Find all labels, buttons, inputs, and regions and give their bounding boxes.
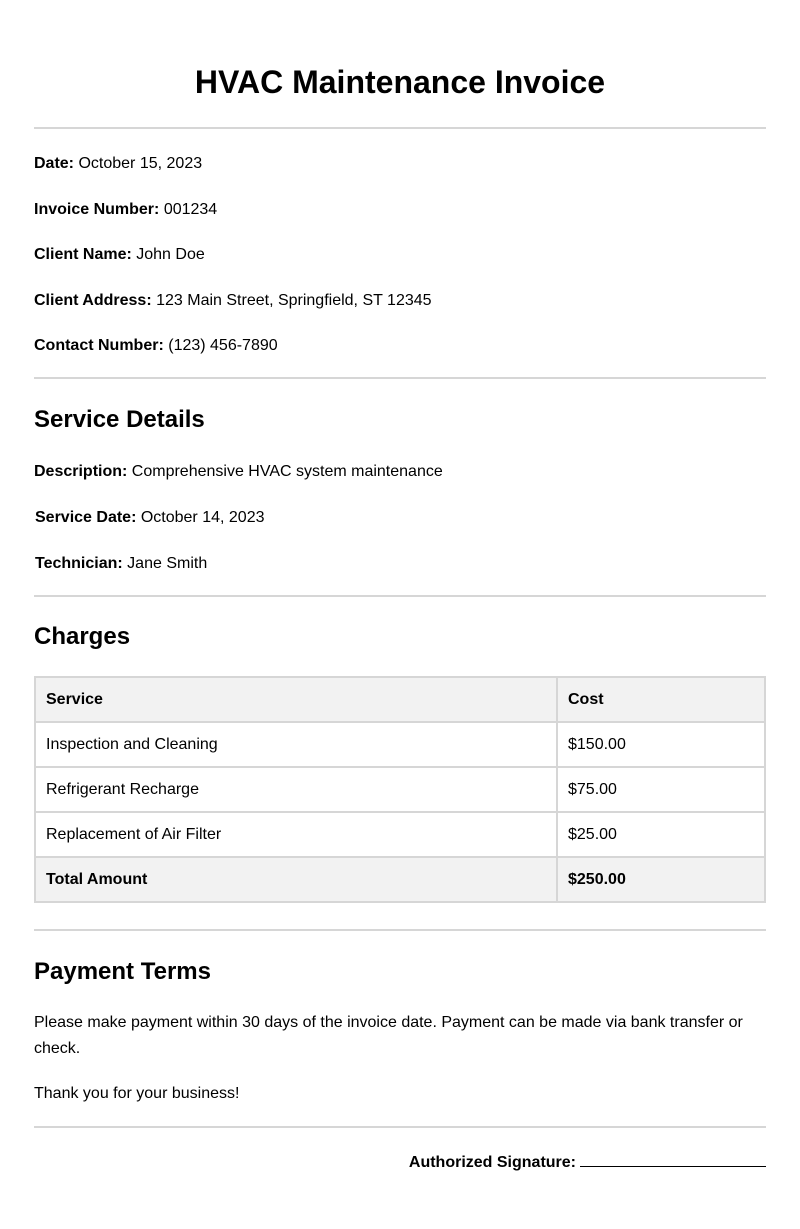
charges-table — [34, 676, 766, 903]
charges-heading: Charges — [34, 623, 131, 650]
field-value: 123 Main Street, Springfield, ST 12345 — [156, 292, 432, 309]
field-value: Jane Smith — [127, 555, 208, 572]
field-value: 001234 — [163, 201, 218, 218]
total-label: Total Amount — [35, 857, 557, 902]
table-row — [35, 812, 765, 857]
cost-cell: $75.00 — [557, 767, 765, 812]
contact-number — [34, 336, 278, 356]
field-label: Contact Number: — [34, 337, 164, 354]
total-cost: $250.00 — [557, 857, 765, 902]
field-label: Client Name: — [34, 246, 132, 263]
payment-terms-text: Please make payment within 30 days of the invoice date. Payment can be made via bank transfer or check. — [34, 1014, 743, 1057]
cost-cell: $150.00 — [557, 722, 765, 767]
table-row — [35, 767, 765, 812]
divider — [34, 1126, 766, 1128]
divider — [34, 127, 766, 129]
field-label: Invoice Number: — [34, 201, 160, 218]
field-label: Technician: — [35, 555, 123, 572]
cost-cell: $25.00 — [557, 812, 765, 857]
technician — [35, 554, 207, 574]
field-label: Date: — [34, 155, 75, 172]
column-header-service: Service — [35, 677, 557, 722]
field-value: John Doe — [136, 246, 205, 263]
divider — [34, 929, 766, 931]
thank-you-text: Thank you for your business! — [34, 1085, 240, 1102]
invoice-date — [34, 154, 202, 174]
divider — [34, 377, 766, 379]
service-cell: Replacement of Air Filter — [35, 812, 557, 857]
field-label: Description: — [34, 463, 128, 480]
total-row — [35, 857, 765, 902]
invoice-number — [34, 200, 217, 220]
client-address — [34, 291, 432, 311]
table-header-row — [35, 677, 765, 722]
field-label: Client Address: — [34, 292, 152, 309]
field-value: October 14, 2023 — [140, 509, 265, 526]
client-name — [34, 245, 205, 265]
service-date — [35, 508, 264, 528]
field-value: (123) 456-7890 — [168, 337, 278, 354]
field-value: Comprehensive HVAC system maintenance — [131, 463, 443, 480]
service-description — [34, 462, 443, 482]
service-cell: Inspection and Cleaning — [35, 722, 557, 767]
payment-terms-heading: Payment Terms — [34, 958, 211, 985]
field-value: October 15, 2023 — [78, 155, 203, 172]
page-title: HVAC Maintenance Invoice — [194, 64, 606, 100]
table-row — [35, 722, 765, 767]
service-cell: Refrigerant Recharge — [35, 767, 557, 812]
divider — [34, 595, 766, 597]
column-header-cost: Cost — [557, 677, 765, 722]
signature-label: Authorized Signature: — [408, 1154, 576, 1171]
field-label: Service Date: — [35, 509, 137, 526]
signature-line — [580, 1152, 766, 1167]
service-details-heading: Service Details — [34, 406, 205, 433]
authorized-signature — [409, 1152, 766, 1173]
